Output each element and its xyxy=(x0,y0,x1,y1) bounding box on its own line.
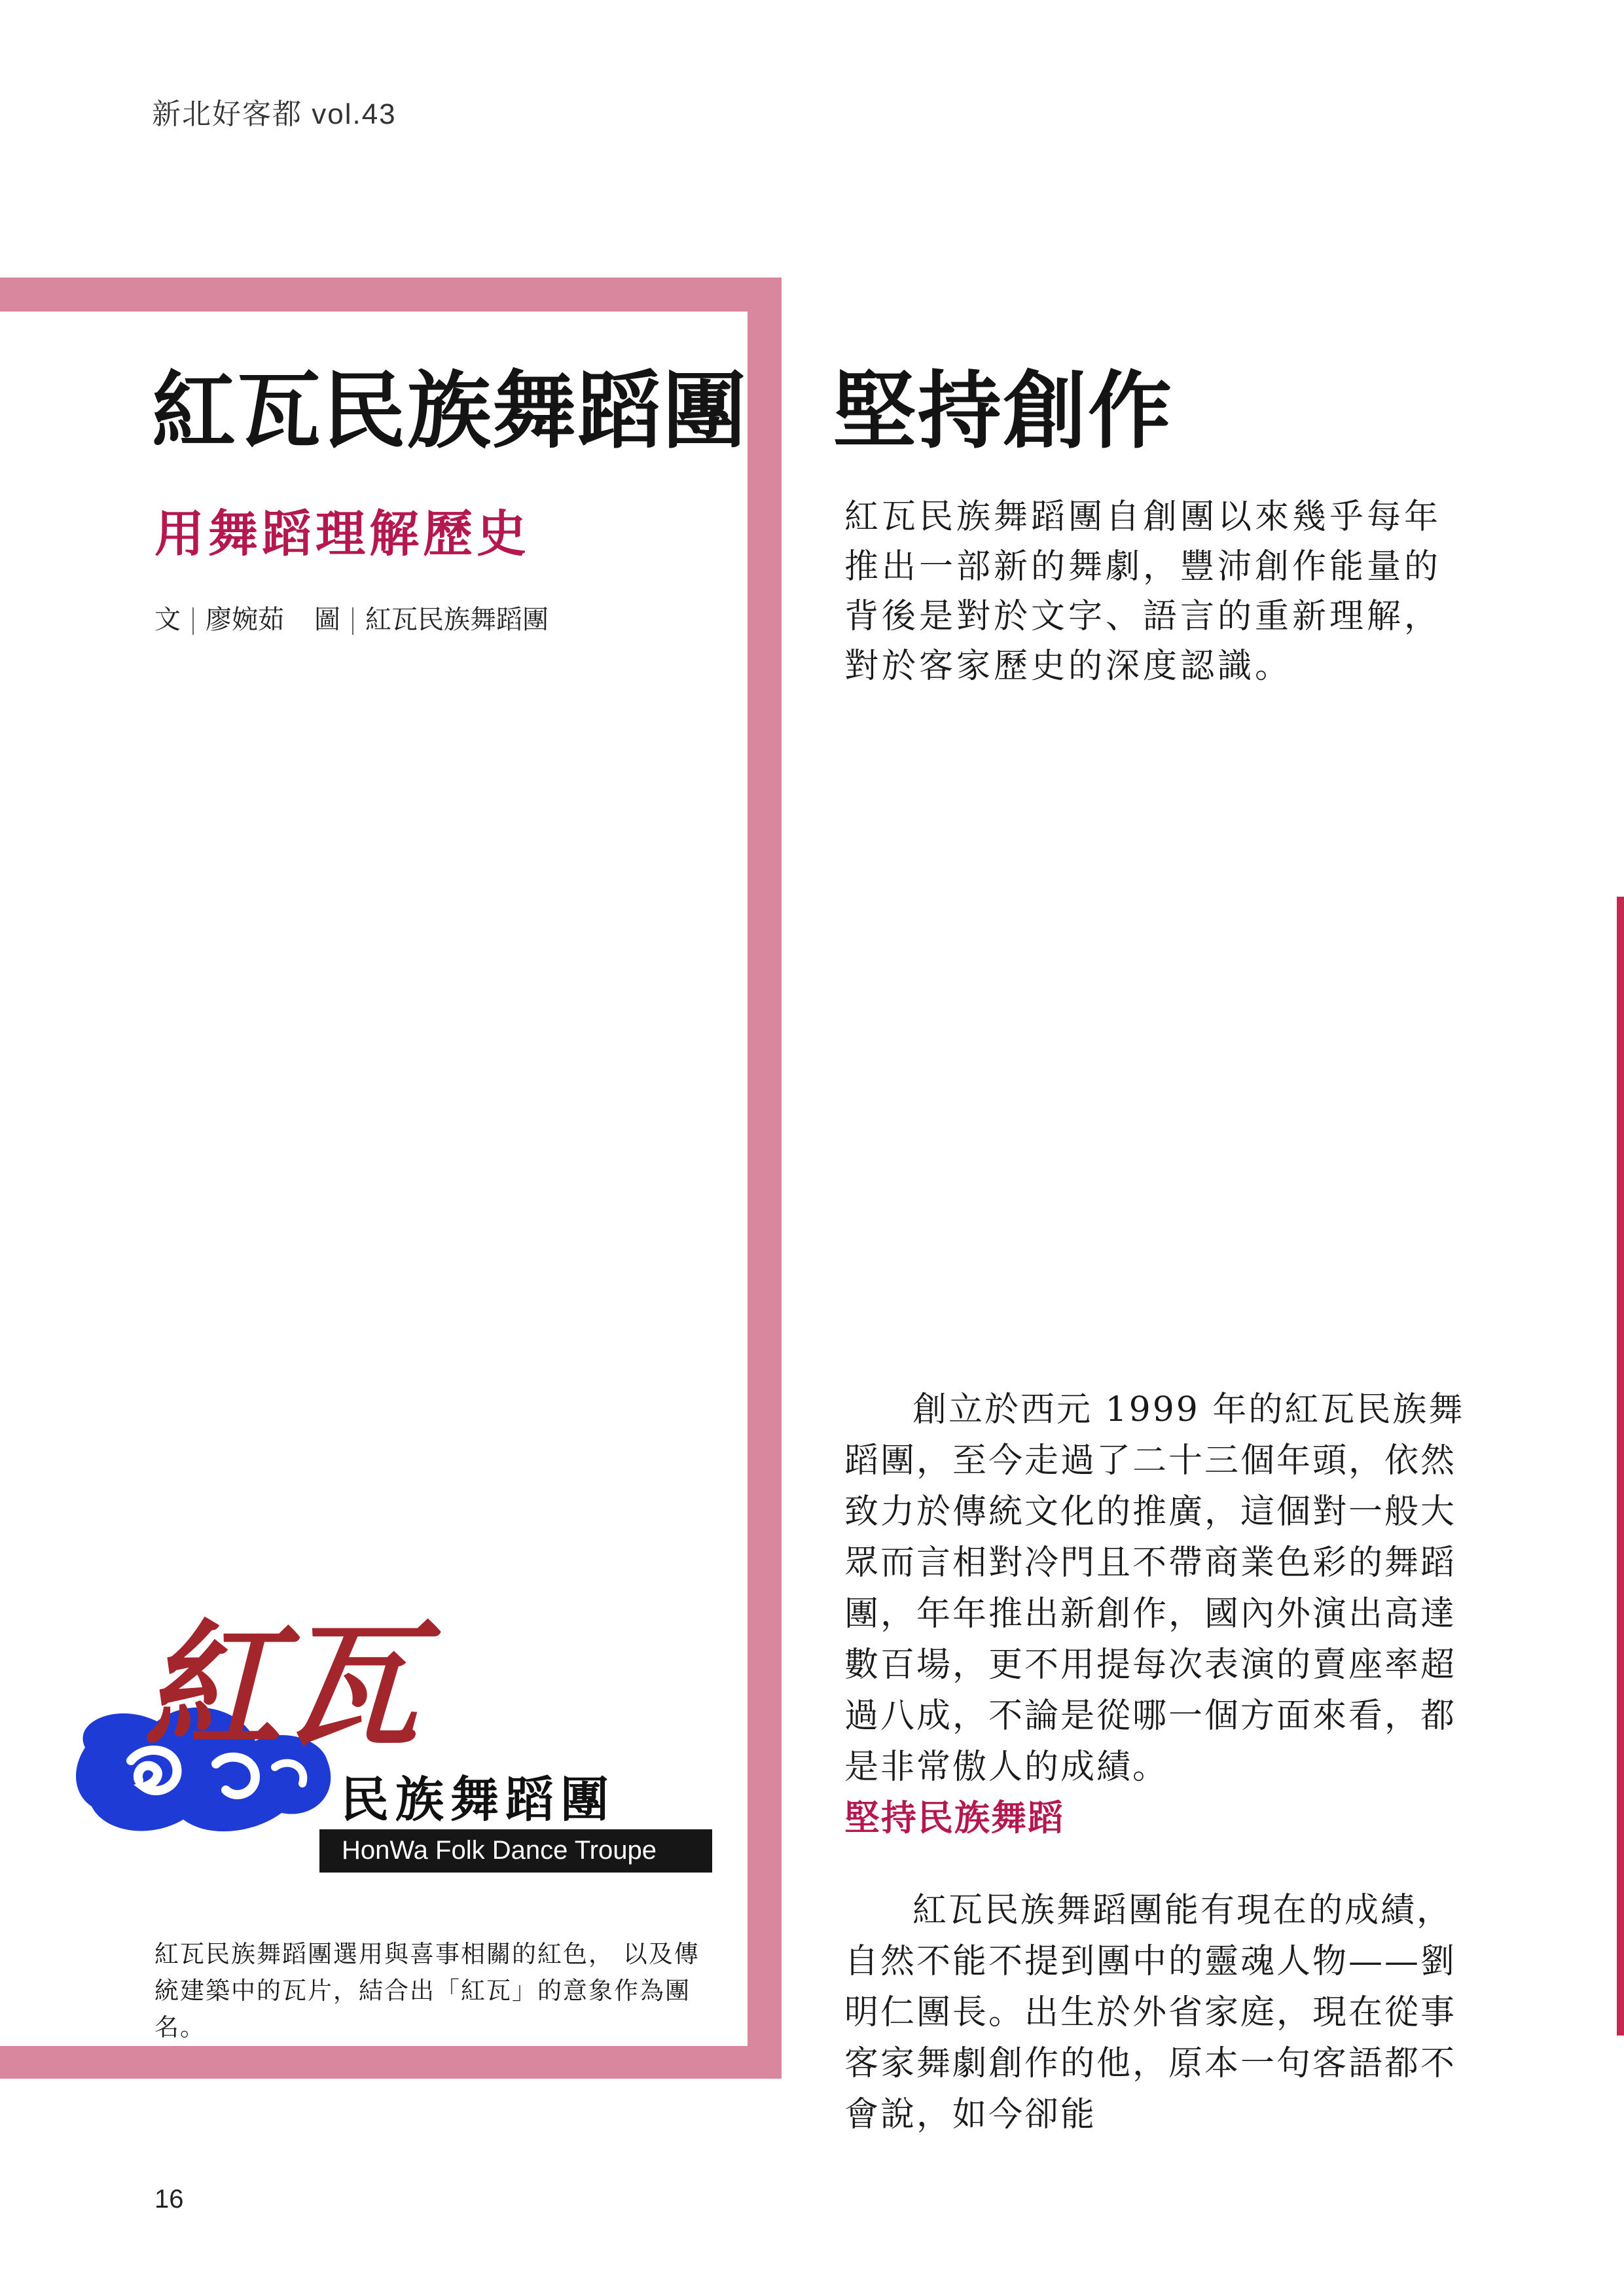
photo-label: 圖 xyxy=(314,605,340,635)
byline-divider xyxy=(192,607,194,635)
body-paragraph-2: 紅瓦民族舞蹈團能有現在的成績，自然不能不提到團中的靈魂人物——劉明仁團長。出生於外省家庭，現在從事客家舞劇創作的他，原本一句客語都不會說，如今卻能 xyxy=(844,1891,1457,2134)
article-intro: 紅瓦民族舞蹈團自創團以來幾乎每年推出一部新的舞劇，豐沛創作能量的背後是對於文字、語言的重新理解，對於客家歷史的深度認識。 xyxy=(844,497,1442,686)
logo-caption: 紅瓦民族舞蹈團選用與喜事相關的紅色， 以及傳統建築中的瓦片，結合出「紅瓦」的意象作為團名。 xyxy=(154,1940,700,2041)
page-number: 16 xyxy=(154,2185,184,2214)
byline xyxy=(154,599,549,636)
logo-english-name: HonWa Folk Dance Troupe xyxy=(342,1836,657,1865)
article-title: 紅瓦民族舞蹈團 堅持創作 xyxy=(152,363,1174,460)
page-edge-strip xyxy=(1617,897,1624,2036)
logo-troupe-name: 民族舞蹈團 xyxy=(340,1772,615,1828)
section-heading: 堅持民族舞蹈 xyxy=(844,1797,1064,1839)
honwa-logo xyxy=(59,1597,740,1885)
logo-red-characters: 紅瓦 xyxy=(144,1605,420,1767)
body-paragraph-1: 創立於西元 1999 年的紅瓦民族舞蹈團，至今走過了二十三個年頭，依然致力於傳統文化的推廣，這個對一般大眾而言相對冷門且不帶商業色彩的舞蹈團，年年推出新創作，國內外演出高達數百場，更不用提每次表演的賣座率超過八成，不論是從哪一個方面來看，都是非常傲人的成績。 xyxy=(844,1390,1465,1787)
writer-name: 廖婉茹 xyxy=(206,605,284,635)
magazine-header: 新北好客都 vol.43 xyxy=(152,98,397,130)
byline-divider xyxy=(352,607,353,635)
photographer-name: 紅瓦民族舞蹈團 xyxy=(365,605,549,635)
article-subtitle: 用舞蹈理解歷史 xyxy=(154,505,530,563)
writer-label: 文 xyxy=(154,605,181,635)
